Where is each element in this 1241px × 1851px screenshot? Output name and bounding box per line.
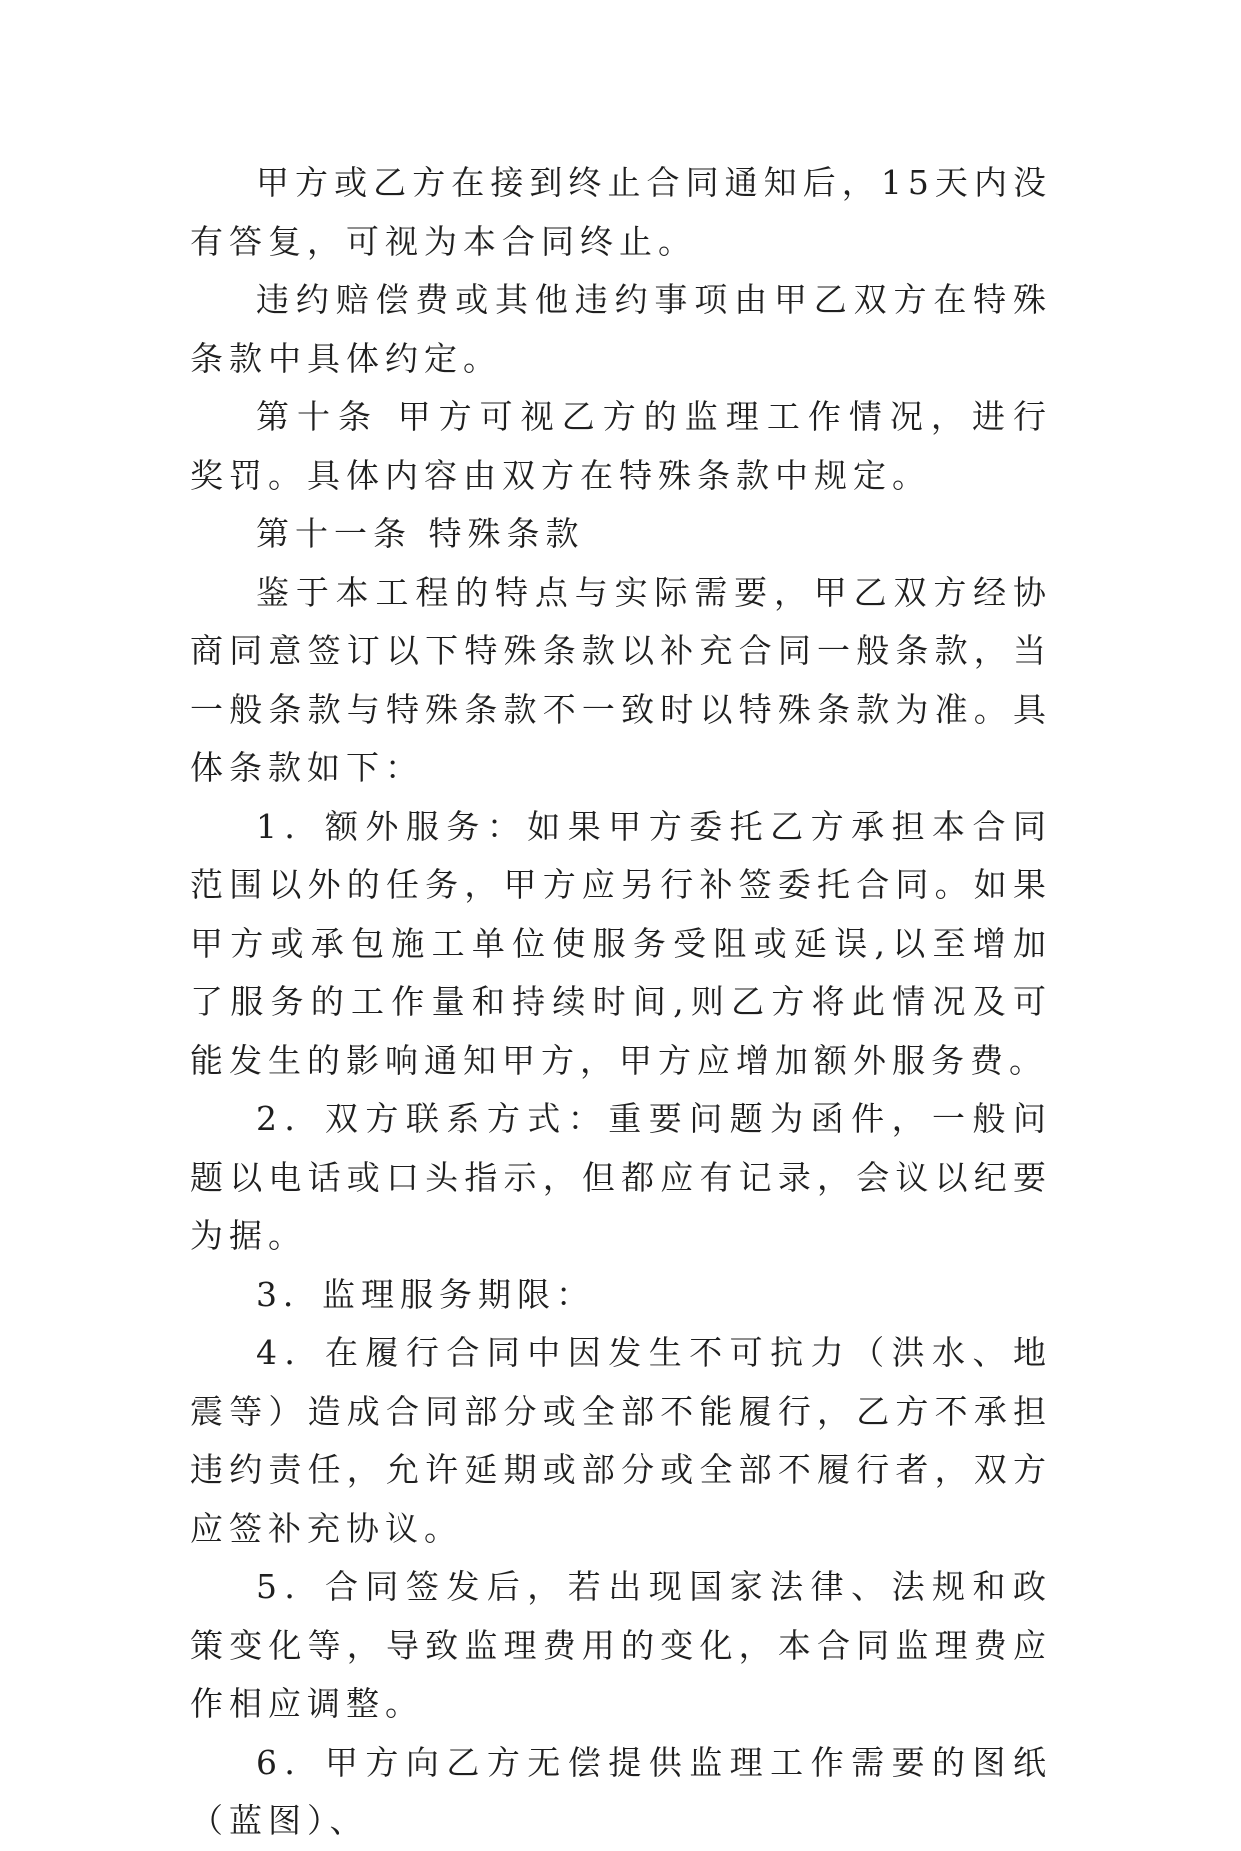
paragraph-item-5-policy-change: 5．合同签发后，若出现国家法律、法规和政策变化等，导致监理费用的变化，本合同监理费应作相应调整。: [190, 1567, 1052, 1723]
document-body: [190, 154, 1052, 1851]
paragraph-termination-notice: 甲方或乙方在接到终止合同通知后，15天内没有答复，可视为本合同终止。: [190, 163, 1052, 261]
paragraph-item-3-service-period: 3．监理服务期限：: [256, 1274, 595, 1314]
paragraph-item-6-drawings: 6．甲方向乙方无偿提供监理工作需要的图纸（蓝图）、: [190, 1742, 1052, 1840]
paragraph-breach-compensation: 违约赔偿费或其他违约事项由甲乙双方在特殊条款中具体约定。: [190, 280, 1052, 378]
paragraph-item-2-contact: 2．双方联系方式：重要问题为函件，一般问题以电话或口头指示，但都应有记录，会议以纪要为据。: [190, 1099, 1052, 1255]
paragraph-item-1-extra-services: 1．额外服务：如果甲方委托乙方承担本合同范围以外的任务，甲方应另行补签委托合同。如果甲方或承包施工单位使服务受阻或延误,以至增加了服务的工作量和持续时间,则乙方将此情况及可能发生的影响通知甲方，甲方应增加额外服务费。: [190, 806, 1052, 1080]
paragraph-item-4-force-majeure: 4．在履行合同中因发生不可抗力（洪水、地震等）造成合同部分或全部不能履行，乙方不承担违约责任，允许延期或部分或全部不履行者，双方应签补充协议。: [190, 1333, 1052, 1548]
paragraph-special-terms-intro: 鉴于本工程的特点与实际需要，甲乙双方经协商同意签订以下特殊条款以补充合同一般条款，当一般条款与特殊条款不一致时以特殊条款为准。具体条款如下：: [190, 572, 1052, 787]
paragraph-article-10: 第十条 甲方可视乙方的监理工作情况，进行奖罚。具体内容由双方在特殊条款中规定。: [190, 397, 1052, 495]
paragraph-article-11-heading: 第十一条 特殊条款: [256, 514, 585, 553]
